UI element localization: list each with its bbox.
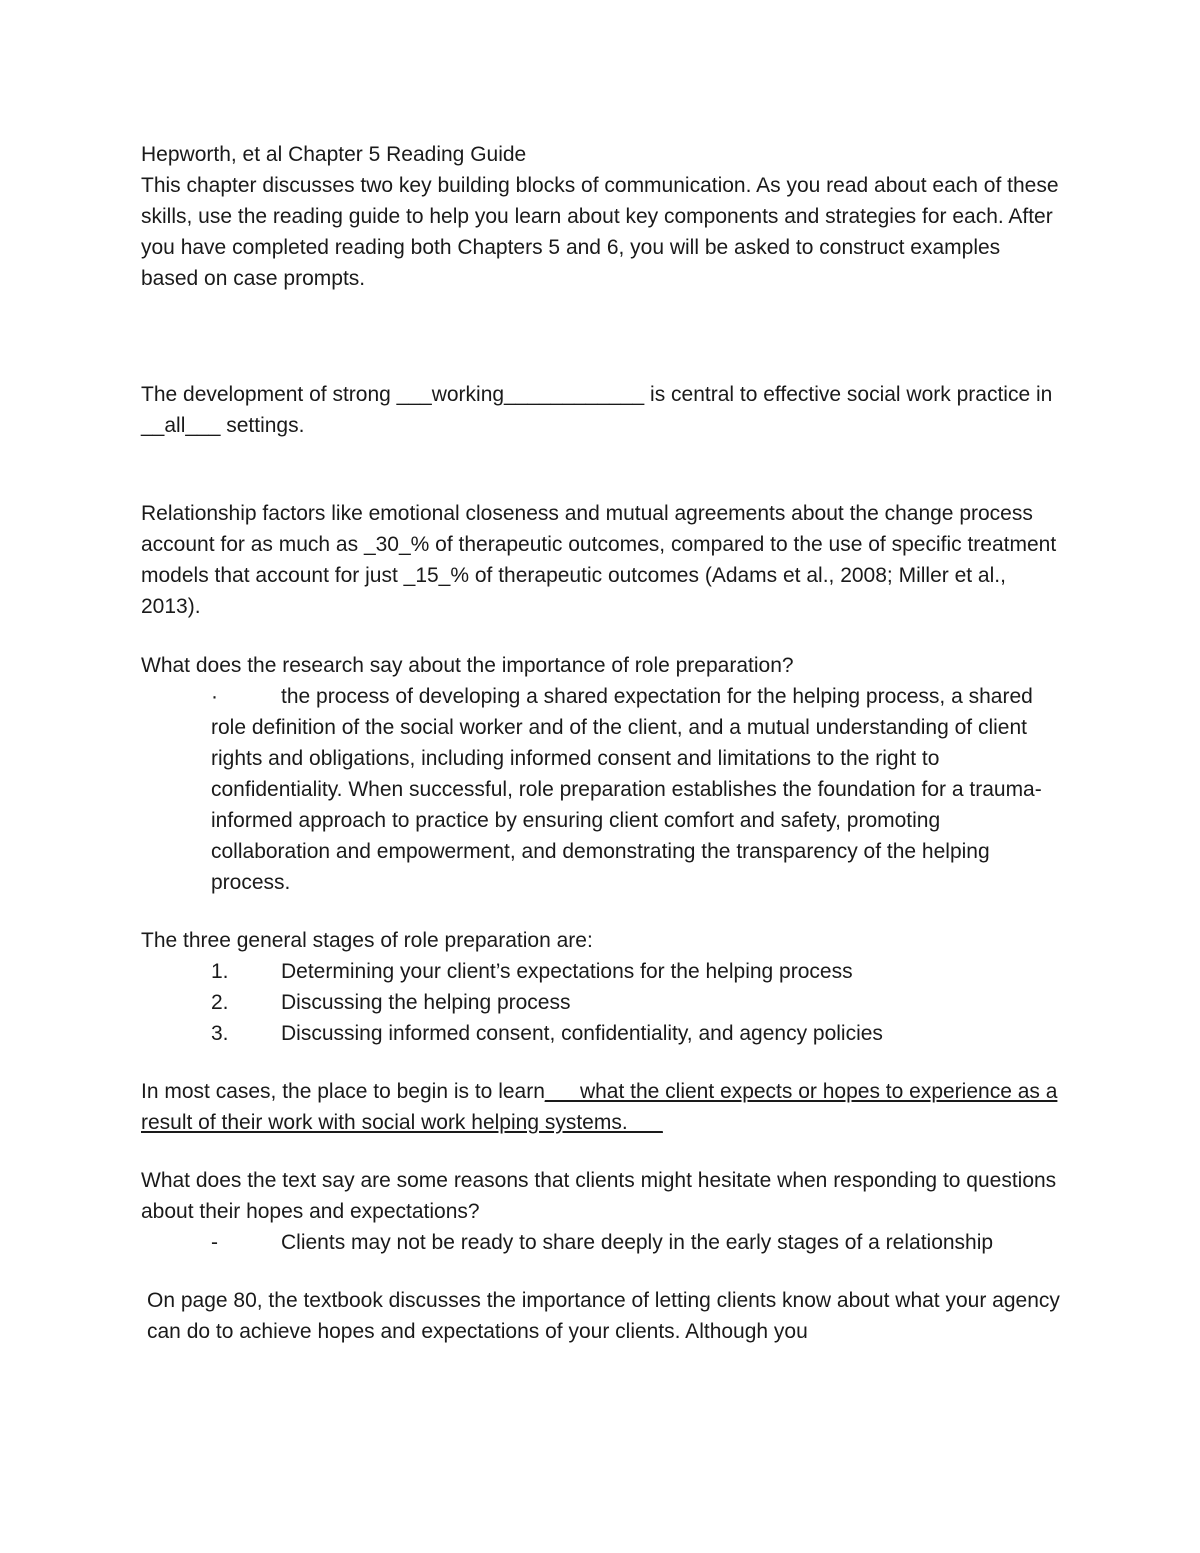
dash-marker: -	[211, 1231, 218, 1254]
stage-item	[141, 1018, 1061, 1049]
stage-item	[141, 987, 1061, 1018]
question-working-relationship: The development of strong ___working____________ is central to effective social work practice in __all___ settings.	[141, 383, 1053, 437]
stage-text: Determining your client’s expectations for the helping process	[281, 960, 853, 983]
stage-item	[141, 956, 1061, 987]
spacer	[141, 1258, 1061, 1285]
question-client-hesitation: What does the text say are some reasons that clients might hesitate when responding to questions about their hopes and expectations?	[141, 1169, 1057, 1223]
where-to-begin-prefix: In most cases, the place to begin is to learn	[141, 1080, 545, 1103]
stage-number: 1.	[211, 960, 229, 983]
where-to-begin-answer: ___what the client expects or hopes to experience as a result of their work with social work helping systems.___	[141, 1080, 1058, 1134]
stage-text: Discussing informed consent, confidentiality, and agency policies	[281, 1022, 883, 1045]
client-hesitation-answer	[141, 1227, 1061, 1258]
role-preparation-answer-text: the process of developing a shared expectation for the helping process, a shared role definition of the social worker and of the client, and a mutual understanding of client rights and obligations, including informed consent and limitations to the right to confidentiality. When successful, role preparation establishes the foundation for a trauma-informed approach to practice by ensuring client comfort and safety, promoting collaboration and empowerment, and demonstrating the transparency of the helping process.	[211, 685, 1042, 894]
spacer	[141, 294, 1061, 379]
stage-number: 3.	[211, 1022, 229, 1045]
spacer	[141, 1138, 1061, 1165]
question-role-preparation: What does the research say about the importance of role preparation?	[141, 654, 794, 677]
role-preparation-answer	[141, 681, 1061, 898]
bullet-marker: ·	[211, 685, 218, 708]
spacer	[141, 1049, 1061, 1076]
stage-text: Discussing the helping process	[281, 991, 571, 1014]
client-hesitation-answer-text: Clients may not be ready to share deeply in the early stages of a relationship	[281, 1231, 994, 1254]
question-agency-capabilities: On page 80, the textbook discusses the importance of letting clients know about what your agency can do to achieve hopes and expectations of your clients. Although you	[147, 1289, 1060, 1343]
document-page	[141, 139, 1061, 1347]
spacer	[141, 622, 1061, 650]
spacer	[141, 898, 1061, 925]
stage-number: 2.	[211, 991, 229, 1014]
intro-paragraph: This chapter discusses two key building blocks of communication. As you read about each of these skills, use the reading guide to help you learn about key components and strategies for each. After you have completed reading both Chapters 5 and 6, you will be asked to construct examples based on case prompts.	[141, 174, 1059, 290]
question-relationship-factors: Relationship factors like emotional closeness and mutual agreements about the change process account for as much as _30_% of therapeutic outcomes, compared to the use of specific treatment models that account for just _15_% of therapeutic outcomes (Adams et al., 2008; Miller et al., 2013).	[141, 502, 1057, 618]
question-where-to-begin	[141, 1076, 1061, 1138]
spacer	[141, 441, 1061, 498]
document-title: Hepworth, et al Chapter 5 Reading Guide	[141, 143, 527, 166]
stages-heading: The three general stages of role preparation are:	[141, 929, 593, 952]
